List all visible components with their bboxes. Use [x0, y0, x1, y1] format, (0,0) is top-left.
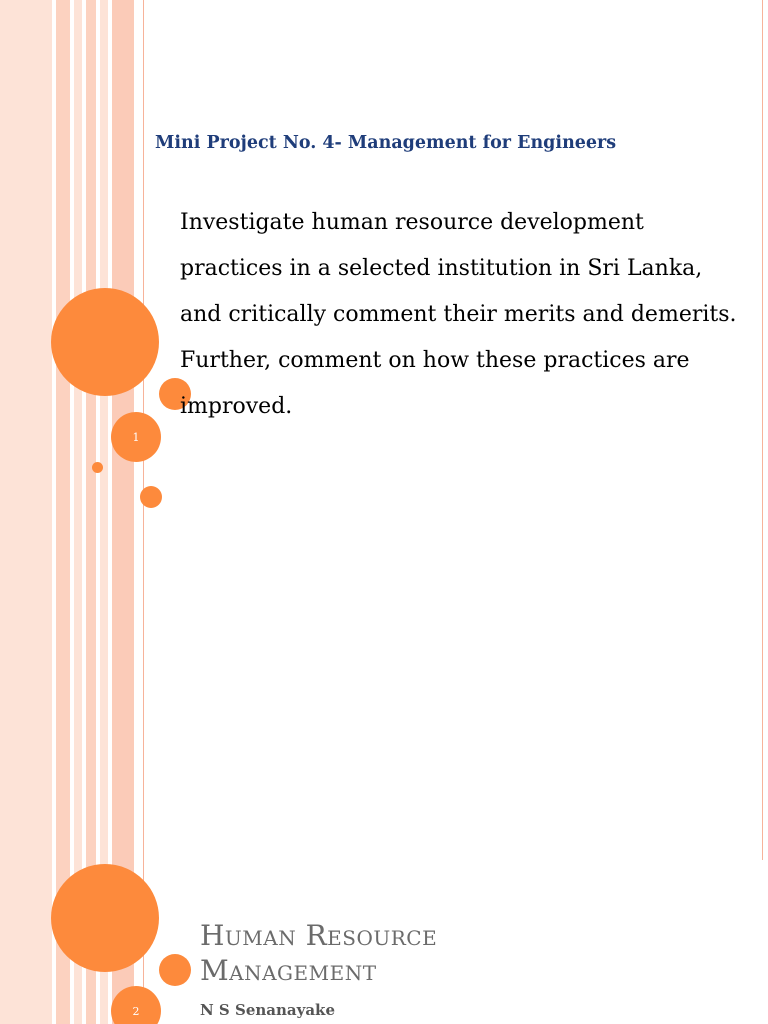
stripe — [56, 0, 70, 860]
large-circle-decoration — [51, 864, 159, 972]
right-edge-line — [762, 0, 763, 860]
author-name: N S Senanayake — [200, 1001, 335, 1019]
slide-title-line-2: Management — [200, 954, 377, 987]
slide-title-line-1: Human Resource — [200, 919, 438, 952]
slide-2 — [0, 860, 768, 1024]
stripe — [0, 0, 52, 860]
tiny-circle-decoration — [92, 462, 103, 473]
stripe — [86, 0, 96, 860]
slide-body-text: Investigate human resource development practices in a selected institution in Sri Lanka, and critically comment their merits and demerits. Further, comment on how these practices are improved. — [180, 210, 737, 419]
large-circle-decoration — [51, 288, 159, 396]
small-circle-decoration — [140, 486, 162, 508]
small-circle-decoration — [159, 954, 191, 986]
slide-number-badge: 2 — [111, 986, 161, 1024]
stripe — [100, 0, 108, 860]
slide-title — [200, 918, 437, 988]
slide-subtitle: Mini Project No. 4- Management for Engineers — [155, 133, 617, 153]
stripe — [74, 0, 82, 860]
stripe — [0, 860, 52, 1024]
slide-number-badge: 1 — [111, 412, 161, 462]
